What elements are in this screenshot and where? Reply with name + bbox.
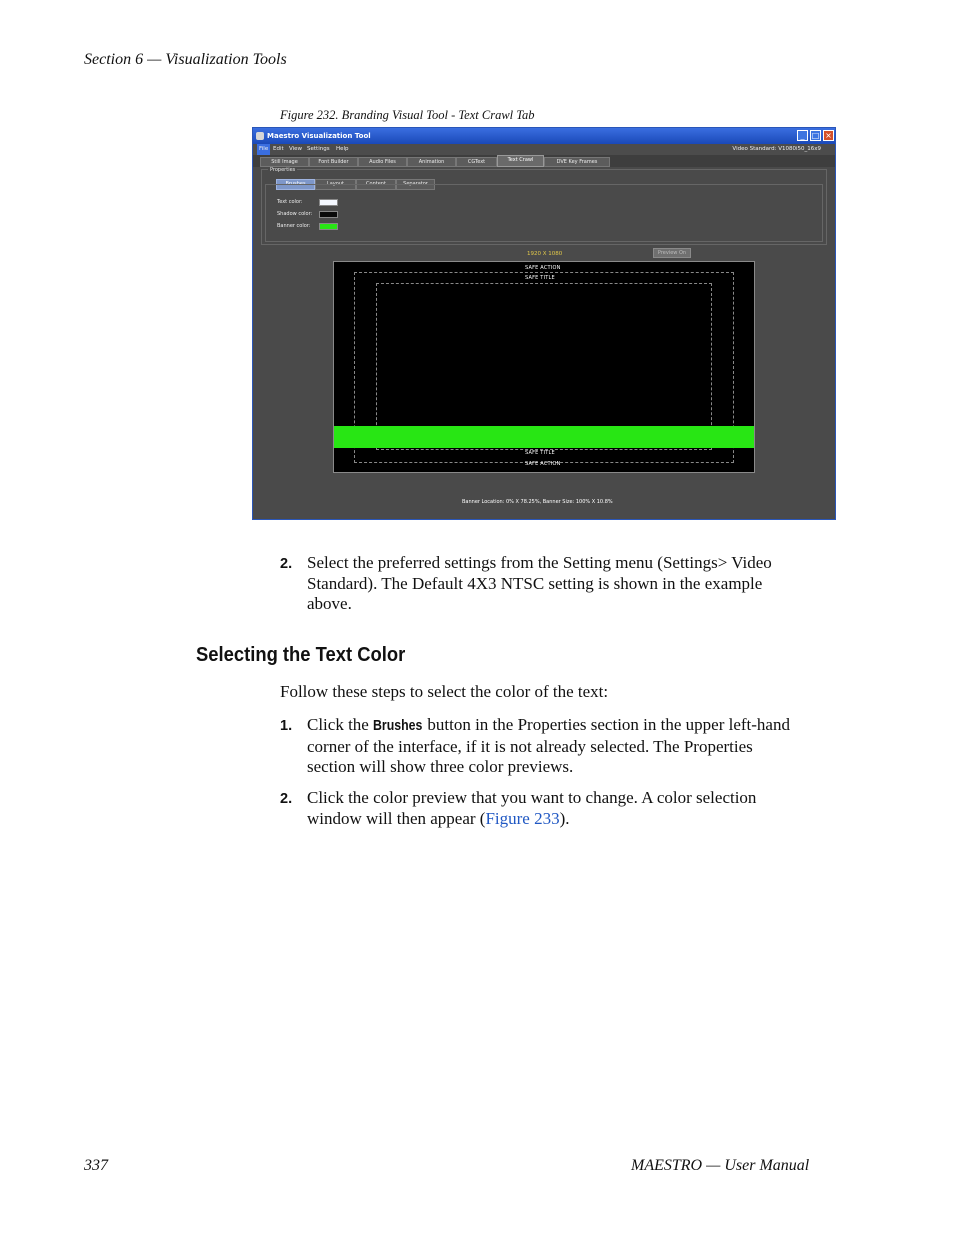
text-color-swatch[interactable] <box>319 199 338 206</box>
step-number: 2. <box>280 556 293 572</box>
separator-button[interactable]: Separator <box>396 179 435 190</box>
step-text <box>307 788 847 829</box>
brushes-button[interactable]: Brushes <box>276 179 315 190</box>
step-text <box>307 715 852 778</box>
footer-title: MAESTRO — User Manual <box>631 1157 810 1174</box>
properties-section <box>261 169 827 245</box>
step-line: above. <box>307 594 352 613</box>
menu-help[interactable]: Help <box>336 146 349 152</box>
step-text-pre: Click the <box>307 715 374 734</box>
section-header: Section 6 — Visualization Tools <box>84 51 287 68</box>
step-line: Select the preferred settings from the Setting menu (Settings> Video <box>307 553 772 572</box>
properties-label: Properties <box>270 167 296 173</box>
shadow-color-label: Shadow color: <box>277 211 313 217</box>
page-number: 337 <box>84 1157 108 1174</box>
content-button[interactable]: Content <box>356 179 396 190</box>
safe-title-bottom-label: SAFE TITLE <box>525 450 555 456</box>
app-icon <box>256 132 264 140</box>
safe-action-bottom-label: SAFE ACTION <box>525 461 561 467</box>
step-line <box>307 809 847 830</box>
safe-action-top-label: SAFE ACTION <box>525 265 561 271</box>
safe-title-area <box>376 283 712 450</box>
resolution-label: 1920 X 1080 <box>527 251 563 257</box>
step-number: 2. <box>280 791 293 807</box>
tab-audio-files[interactable]: Audio Files <box>358 157 407 167</box>
intro-text: Follow these steps to select the color of the text: <box>280 682 609 701</box>
preview-canvas <box>333 261 755 473</box>
step-line: corner of the interface, if it is not already selected. The Properties <box>307 736 753 756</box>
crawl-banner[interactable] <box>334 426 754 448</box>
step-text-post: button in the Properties section in the upper left-hand <box>423 715 790 734</box>
step-line: Click the color preview that you want to change. A color selection <box>307 788 757 807</box>
safe-title-top-label: SAFE TITLE <box>525 275 555 281</box>
step-line <box>307 715 852 737</box>
menu-view[interactable]: View <box>289 146 303 152</box>
brushes-panel <box>265 184 823 242</box>
banner-color-label: Banner color: <box>277 223 311 229</box>
tab-still-image[interactable]: Still Image <box>260 157 309 167</box>
step-line: section will show three color previews. <box>307 757 574 776</box>
preview-on-button[interactable]: Preview On <box>653 248 691 258</box>
menu-settings[interactable]: Settings <box>307 146 330 152</box>
close-icon[interactable]: × <box>823 130 834 141</box>
brushes-term: Brushes <box>373 718 423 734</box>
tab-font-builder[interactable]: Font Builder <box>309 157 358 167</box>
tab-cgtext[interactable]: CGText <box>456 157 497 167</box>
figure-caption: Figure 232. Branding Visual Tool - Text Crawl Tab <box>280 108 535 122</box>
figure-233-link[interactable]: Figure 233 <box>485 808 560 828</box>
step-number: 1. <box>280 718 293 734</box>
step-text-pre: window will then appear ( <box>307 808 486 828</box>
title-bar <box>253 128 835 144</box>
main-tabs <box>253 155 835 167</box>
minimize-icon[interactable]: _ <box>797 130 808 141</box>
layout-button[interactable]: Layout <box>315 179 356 190</box>
step-text <box>307 553 847 615</box>
tab-dve-key-frames[interactable]: DVE Key Frames <box>544 157 610 167</box>
window-title: Maestro Visualization Tool <box>267 132 371 140</box>
menu-bar <box>253 144 835 155</box>
shadow-color-swatch[interactable] <box>319 211 338 218</box>
step-line: Standard). The Default 4X3 NTSC setting is shown in the example <box>307 573 763 593</box>
section-heading: Selecting the Text Color <box>196 644 406 666</box>
menu-edit[interactable]: Edit <box>273 146 284 152</box>
app-screenshot <box>252 127 836 520</box>
banner-color-swatch[interactable] <box>319 223 338 230</box>
video-standard: Video Standard: V1080i50_16x9 <box>732 146 821 152</box>
text-color-label: Text color: <box>277 199 303 205</box>
menu-file[interactable]: File <box>257 144 270 155</box>
banner-status: Banner Location: 0% X 78.25%, Banner Size: 100% X 10.8% <box>462 499 613 505</box>
maximize-icon[interactable]: □ <box>811 131 820 140</box>
tab-animation[interactable]: Animation <box>407 157 456 167</box>
tab-text-crawl[interactable]: Text Crawl <box>497 155 544 167</box>
step-text-post: ). <box>559 808 570 828</box>
